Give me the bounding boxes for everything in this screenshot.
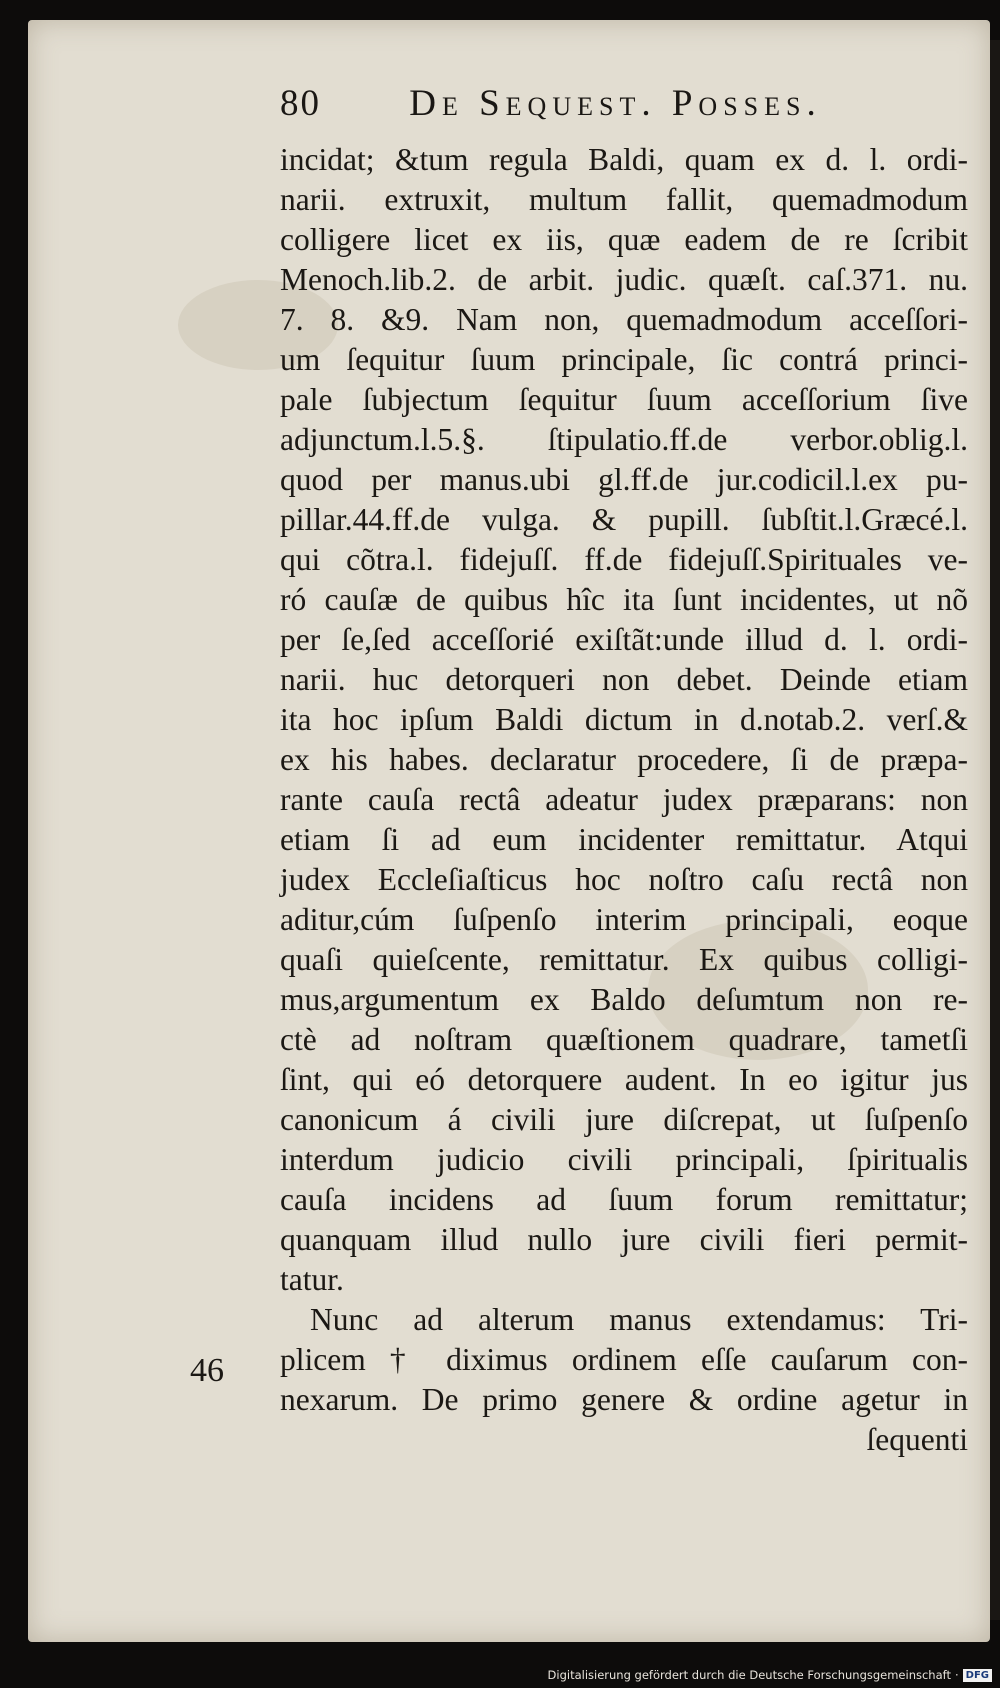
book-spine (990, 40, 1000, 1620)
running-head: De Sequest. Posses. (409, 83, 822, 124)
text-line: pale ſubjectum ſequitur ſuum acceſſorium ſive (280, 382, 968, 417)
text-line: pillar.44.ff.de vulga. & pupill. ſubſtit.l.Græcé.l. (280, 502, 968, 537)
text-line: cauſa incidens ad ſuum forum remittatur; (280, 1182, 968, 1217)
page-header (280, 82, 822, 125)
text-line: tatur. (280, 1262, 344, 1297)
text-line: ſequenti (866, 1422, 968, 1457)
dfg-logo: DFG (963, 1669, 992, 1682)
digitization-footer: Digitalisierung gefördert durch die Deutsche Forschungsgemeinschaft · DFG (548, 1668, 992, 1682)
text-line: nexarum. De primo genere & ordine agetur in (280, 1382, 968, 1417)
text-line: aditur,cúm ſuſpenſo interim principali, eoque (280, 902, 968, 937)
text-line: ró cauſæ de quibus hîc ita ſunt incidentes, ut nõ (280, 582, 968, 617)
text-line: plicem † diximus ordinem eſſe cauſarum con- (280, 1342, 968, 1377)
text-line: qui cõtra.l. fidejuſſ. ff.de fidejuſſ.Spirituales ve- (280, 542, 968, 577)
text-line: interdum judicio civili principali, ſpiritualis (280, 1142, 968, 1177)
text-line: quanquam illud nullo jure civili fieri permit- (280, 1222, 968, 1257)
text-line: 7. 8. &9. Nam non, quemadmodum acceſſori- (280, 302, 968, 337)
text-line: narii. extruxit, multum fallit, quemadmodum (280, 182, 968, 217)
text-line: incidat; &tum regula Baldi, quam ex d. l. ordi- (280, 142, 968, 177)
text-line: per ſe,ſed acceſſorié exiſtãt:unde illud d. l. ordi- (280, 622, 968, 657)
text-line: Nunc ad alterum manus extendamus: Tri- (310, 1302, 968, 1337)
text-line: ſint, qui eó detorquere audent. In eo igitur jus (280, 1062, 968, 1097)
text-line: ita hoc ipſum Baldi dictum in d.notab.2. verſ.& (280, 702, 968, 737)
text-line: etiam ſi ad eum incidenter remittatur. Atqui (280, 822, 968, 857)
text-line: Menoch.lib.2. de arbit. judic. quæſt. caſ.371. nu. (280, 262, 968, 297)
text-line: canonicum á civili jure diſcrepat, ut ſuſpenſo (280, 1102, 968, 1137)
footer-text: Digitalisierung gefördert durch die Deutsche Forschungsgemeinschaft (547, 1668, 951, 1682)
text-line: ctè ad noſtram quæſtionem quadrare, tametſi (280, 1022, 968, 1057)
page-number: 80 (280, 83, 321, 124)
margin-number: 46 (190, 1352, 224, 1389)
text-line: rante cauſa rectâ adeatur judex præparans: non (280, 782, 968, 817)
text-line: colligere licet ex iis, quæ eadem de re ſcribit (280, 222, 968, 257)
text-line: mus,argumentum ex Baldo deſumtum non re- (280, 982, 968, 1017)
text-line: ex his habes. declaratur procedere, ſi de præpa- (280, 742, 968, 777)
text-line: adjunctum.l.5.§. ſtipulatio.ff.de verbor.oblig.l. (280, 422, 968, 457)
text-line: um ſequitur ſuum principale, ſic contrá princi- (280, 342, 968, 377)
body-text (280, 140, 968, 1460)
text-line: judex Eccleſiaſticus hoc noſtro caſu rectâ non (280, 862, 968, 897)
text-line: narii. huc detorqueri non debet. Deinde etiam (280, 662, 968, 697)
text-line: quaſi quieſcente, remittatur. Ex quibus colligi- (280, 942, 968, 977)
text-line: quod per manus.ubi gl.ff.de jur.codicil.l.ex pu- (280, 462, 968, 497)
